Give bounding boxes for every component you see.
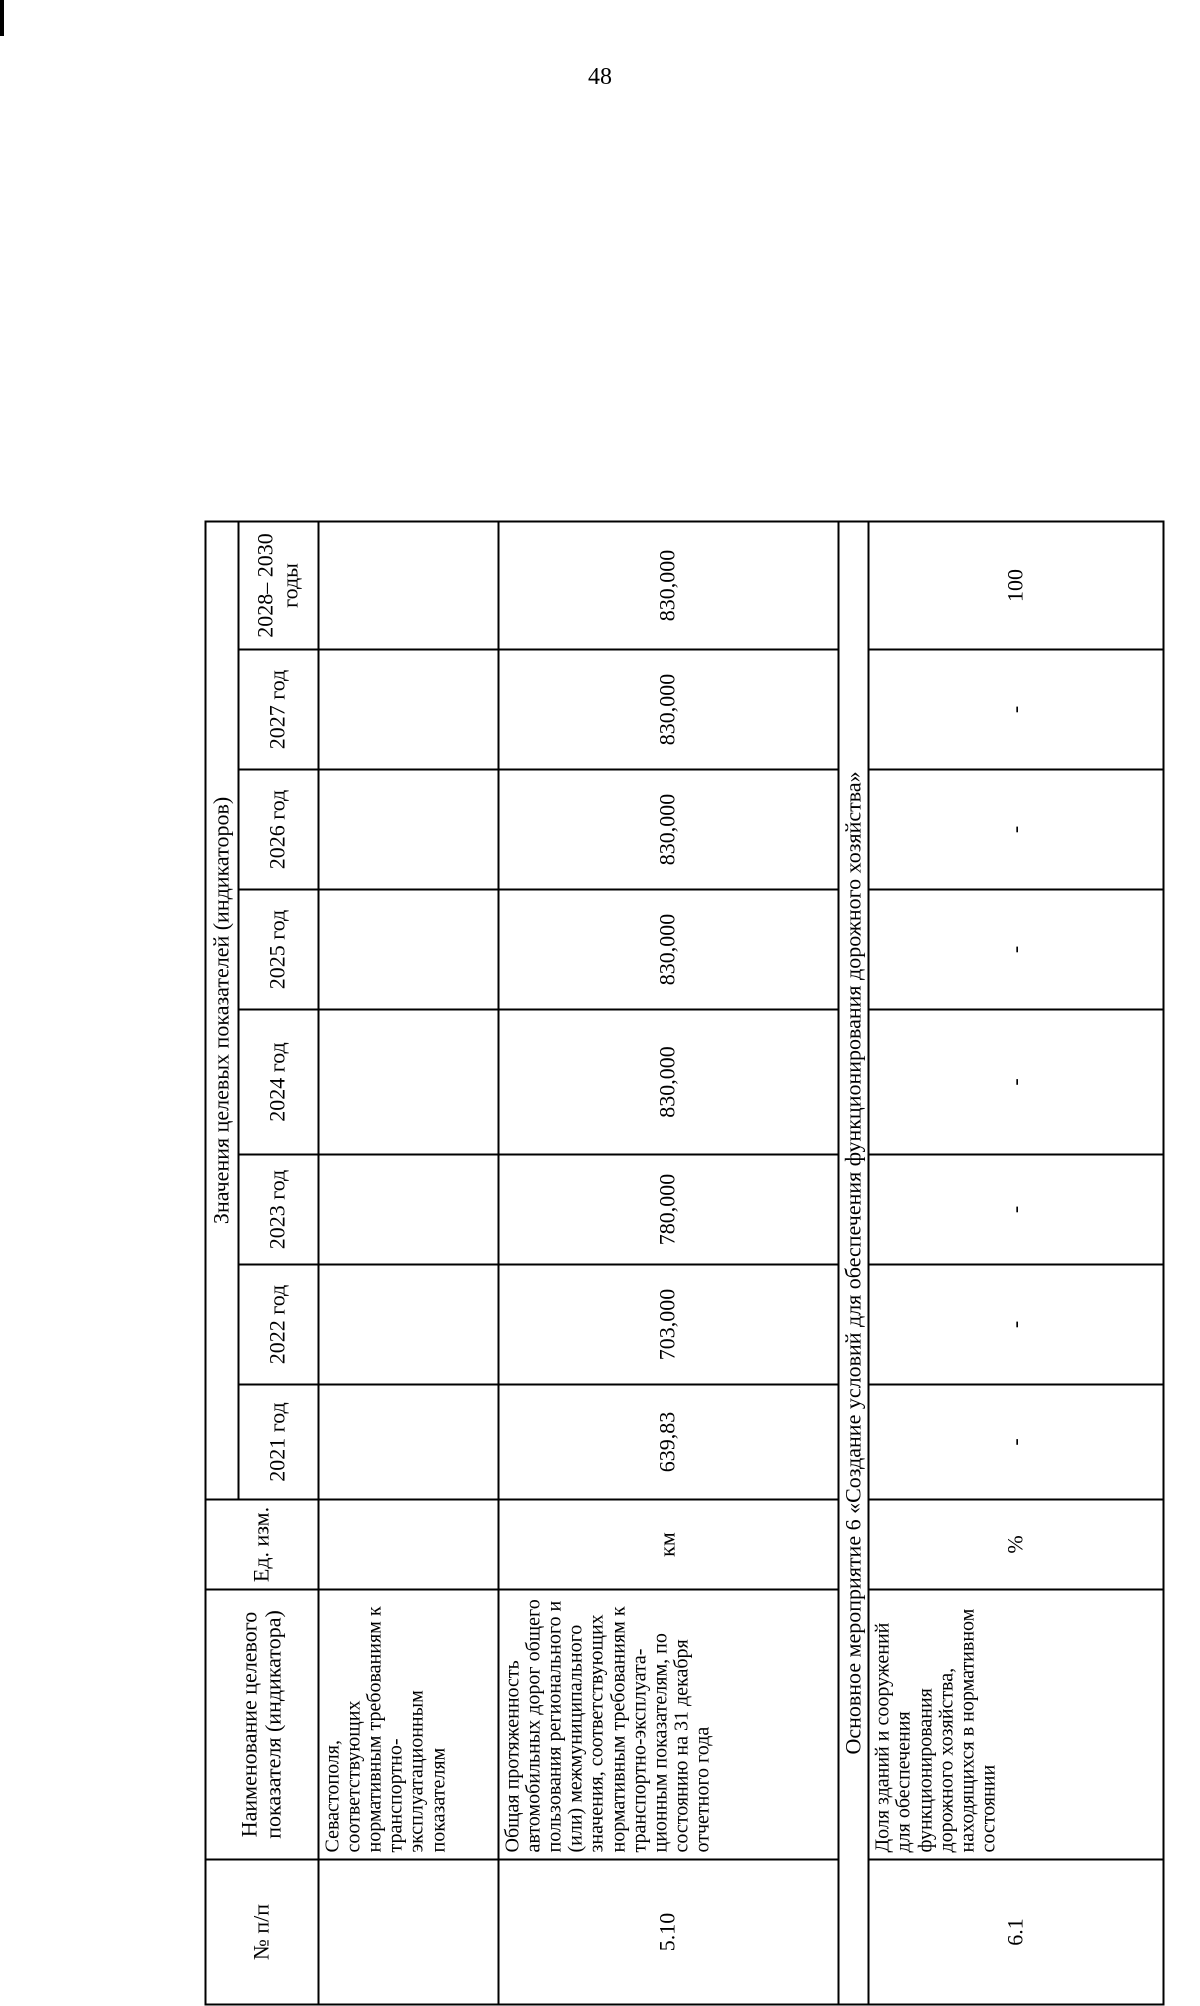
section-row (838, 521, 869, 2004)
value-cell (318, 770, 498, 890)
header-year-2027: 2027 год (238, 650, 318, 770)
scan-edge-mark (0, 0, 4, 36)
header-year-2026: 2026 год (238, 770, 318, 890)
value-cell: - (869, 890, 1164, 1010)
indicators-table (205, 520, 1165, 2005)
value-cell (318, 1155, 498, 1265)
row-name: Севастополя, соответствующих нормативным требованиям к транспортно-эксплуатационным показателям (318, 1590, 498, 1860)
value-cell: - (869, 1010, 1164, 1155)
header-values-group: Значения целевых показателей (индикаторов) (206, 521, 239, 1499)
header-num: № п/п (206, 1860, 319, 2005)
row-unit: км (498, 1500, 838, 1590)
header-year-2021: 2021 год (238, 1385, 318, 1500)
value-cell: 639,83 (498, 1385, 838, 1500)
value-cell: 703,000 (498, 1265, 838, 1385)
value-cell: - (869, 1385, 1164, 1500)
table-row (869, 521, 1164, 2004)
row-name: Общая протяженность автомобильных дорог общего пользования регионального и (или) межмуниципального значения, соответствующих нормативным требованиям к транспортно-эксплуата-ционным показателям, по состоянию на 31 декабря отчетного года (498, 1590, 838, 1860)
value-cell: 830,000 (498, 890, 838, 1010)
value-cell (318, 890, 498, 1010)
header-year-2024: 2024 год (238, 1010, 318, 1155)
table-row (318, 521, 498, 2004)
page-number: 48 (588, 64, 612, 90)
row-name: Доля зданий и сооружений для обеспечения функционирования дорожного хозяйства, находящихся в нормативном состоянии (869, 1590, 1164, 1860)
rotated-table-container (205, 523, 1165, 2006)
value-cell: 830,000 (498, 650, 838, 770)
header-year-2025: 2025 год (238, 890, 318, 1010)
value-cell: - (869, 650, 1164, 770)
value-cell (318, 1385, 498, 1500)
table-row (498, 521, 838, 2004)
row-unit: % (869, 1500, 1164, 1590)
value-cell: - (869, 1155, 1164, 1265)
value-cell: 830,000 (498, 1010, 838, 1155)
row-num: 6.1 (869, 1860, 1164, 2005)
header-year-2023: 2023 год (238, 1155, 318, 1265)
value-cell: 100 (869, 521, 1164, 649)
value-cell: - (869, 1265, 1164, 1385)
value-cell (318, 650, 498, 770)
section-title: Основное мероприятие 6 «Создание условий для обеспечения функционирования дорожного хозяйства» (838, 521, 869, 2004)
row-num: 5.10 (498, 1860, 838, 2005)
header-year-2022: 2022 год (238, 1265, 318, 1385)
value-cell (318, 1265, 498, 1385)
value-cell (318, 1010, 498, 1155)
value-cell: 830,000 (498, 770, 838, 890)
value-cell (318, 521, 498, 649)
header-name: Наименование целевого показателя (индикатора) (206, 1590, 319, 1860)
value-cell: 830,000 (498, 521, 838, 649)
value-cell: 780,000 (498, 1155, 838, 1265)
row-unit (318, 1500, 498, 1590)
header-year-2028-2030: 2028– 2030 годы (238, 521, 318, 649)
row-num (318, 1860, 498, 2005)
header-unit: Ед. изм. (206, 1500, 319, 1590)
value-cell: - (869, 770, 1164, 890)
